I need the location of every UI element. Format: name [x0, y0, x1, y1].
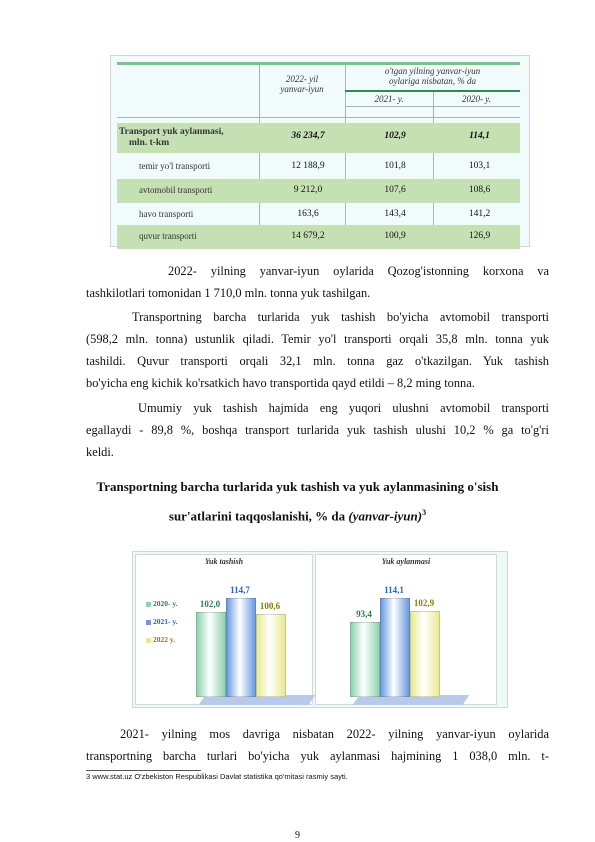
paragraph-3: Umumiy yuk tashish hajmida eng yuqori ulushni avtomobil transporti egallaydi - 89,8 %, boshqa transport turlarida yuk tashish ulushi 10,2 % ga to'g'ri keldi. [86, 401, 549, 459]
bar-value-label: 114,1 [384, 585, 404, 596]
table-row: avtomobil transporti 9 212,0 107,6 108,6 [117, 179, 520, 203]
page-number: 9 [295, 830, 300, 841]
legend-swatch [146, 602, 151, 607]
panel-title: Yuk tashish [204, 557, 244, 566]
bar-2021 [226, 598, 256, 697]
paragraph-1: 2022- yilning yanvar-iyun oylarida Qozog'istonning korxona va tashkilotlari tomonidan 1 710,0 mln. tonna yuk tashilgan. [86, 264, 549, 300]
legend-swatch [146, 638, 151, 643]
bar-value-label: 114,7 [230, 584, 250, 595]
bar-chart-figure [132, 551, 508, 708]
table-figure [110, 55, 530, 247]
panel-title: Yuk aylanmasi [381, 557, 431, 566]
bar-2022 [410, 611, 440, 697]
row-label: Transport yuk aylanmasi, mln. t-km [119, 127, 224, 148]
header-col-2022: 2022- yil yanvar-iyun [280, 74, 324, 94]
bar-2020 [350, 622, 380, 697]
bar-value-label: 100,6 [259, 600, 281, 611]
header-2021: 2021- y. [374, 94, 404, 104]
chart-title: Transportning barcha turlarida yuk tashish va yuk aylanmasining o'sish sur'atlarini taqqoslanishi, % da (yanvar-iyun)$^3$ [96, 479, 499, 524]
footnote: 3 www.stat.uz O'zbekiston Respublikasi Davlat statistika qo'mitasi rasmiy sayti. [86, 772, 348, 781]
cell-2022: 36 234,7 [291, 131, 325, 141]
bar-2022 [256, 614, 286, 697]
legend-swatch [146, 620, 151, 625]
header-2020: 2020- y. [462, 94, 491, 104]
table-top-border [117, 62, 520, 65]
chart-panel-yuk-tashish [135, 554, 313, 705]
paragraph-4: 2021- yilning mos davriga nisbatan 2022- yilning yanvar-iyun oylarida transportning barcha turlari bo'yicha yuk aylanmasi hajmining 1 038,0 mln. t- [86, 727, 549, 763]
table-row: quvur transporti 14 679,2 100,9 126,9 [117, 225, 520, 249]
bar-2021 [380, 598, 410, 697]
bar-value-label: 93,4 [356, 609, 372, 620]
chart-legend: 2020- y. 2021- y. 2022 y. [146, 599, 178, 644]
paragraph-2: Transportning barcha turlarida yuk tashish bo'yicha avtomobil transporti (598,2 mln. tonna) ustunlik qiladi. Temir yo'l transporti orqali 35,8 mln. tonna yuk tashildi. Quvur transporti orqali 32,1 mln. tonna gaz o'tkazilgan. Yuk tashish bo'yicha eng kichik ko'rsatkich havo transportida qayd etildi – 8,2 ming tonna. [86, 310, 549, 390]
chart-panel-yuk-aylanmasi [315, 554, 497, 705]
bar-2020 [196, 612, 226, 697]
cell-2021: 102,9 [384, 131, 406, 141]
table-row: temir yo'l transporti 12 188,9 101,8 103,1 [139, 161, 491, 171]
footnote-rule [86, 770, 201, 771]
header-group: o'tgan yilning yanvar-iyun oylariga nisbatan, % da [384, 66, 481, 86]
table-row-total [117, 123, 520, 153]
bar-value-label: 102,0 [199, 599, 221, 610]
table-row: havo transporti 163,6 143,4 141,2 [139, 209, 491, 219]
bar-value-label: 102,9 [413, 598, 435, 609]
cell-2020: 114,1 [469, 131, 490, 141]
